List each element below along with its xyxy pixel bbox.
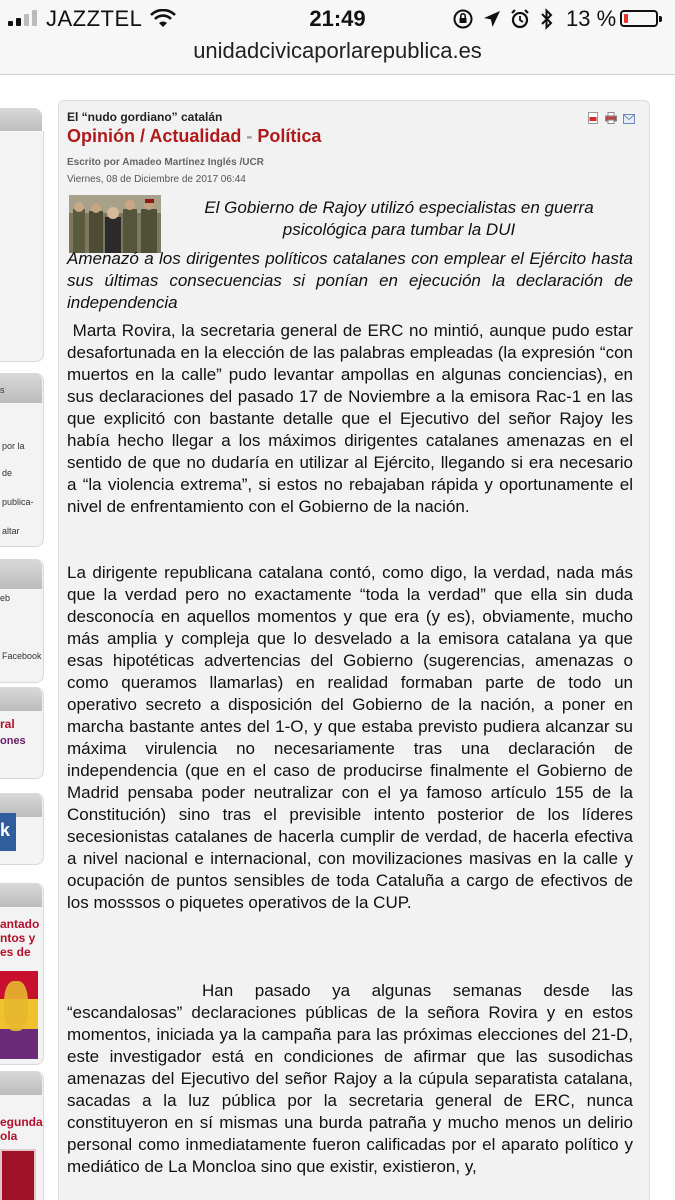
article-deck-title: El Gobierno de Rajoy utilizó especialistas en guerra psicológica para tumbar la DUI <box>204 198 594 239</box>
promo-image[interactable] <box>0 1149 36 1200</box>
promo-title[interactable]: egunda <box>0 1115 43 1129</box>
republican-flag-image[interactable] <box>0 971 38 1059</box>
promo-title[interactable]: ola <box>0 1129 18 1143</box>
heading-separator: - <box>246 126 253 146</box>
web-page <box>0 75 675 1200</box>
address-bar[interactable] <box>0 36 675 75</box>
sidebar-link[interactable]: Facebook <box>2 651 42 661</box>
location-arrow-icon <box>482 9 502 29</box>
sidebar-link[interactable]: de <box>2 468 13 478</box>
sidebar-link-purple[interactable]: ones <box>0 735 26 747</box>
article-paragraph: Han pasado ya algunas semanas desde las “escandalosas” declaraciones públicas de la señora Rovira y en estos momentos, iniciada ya la campaña para las próximas elecciones del 21-D, este investigador está en condiciones de afirmar que las susodichas amenazas del Ejecutivo del señor Rajoy a la cúpula separatista catalana, sacadas a la luz pública por la secretaria general de ERC, nunca constituyeron en sí mismas una burda patraña y mucho menos un delirio personal como inmediatamente fueron calificadas por el aparato político y mediático de La Moncloa sino que existir, existieron, y, <box>67 981 633 1176</box>
article-byline: Escrito por Amadeo Martínez Inglés /UCR <box>67 157 264 168</box>
sidebar-link[interactable]: eb <box>0 593 11 603</box>
article-date: Viernes, 08 de Diciembre de 2017 06:44 <box>67 174 246 185</box>
clock: 21:49 <box>309 6 366 31</box>
alarm-icon <box>509 8 531 30</box>
social-button-letter: k <box>0 820 11 840</box>
sidebar-header <box>0 373 42 403</box>
battery-percentage: 13 % <box>566 6 617 31</box>
email-icon[interactable] <box>623 114 635 124</box>
sidebar-header <box>0 108 42 132</box>
url-text[interactable]: unidadcivicaporlarepublica.es <box>193 38 482 63</box>
article-deck-subtitle: Amenazó a los dirigentes políticos catalanes con emplear el Ejército hasta sus últimas consecuencias si ponían en ejecución la declaración de independencia <box>67 249 633 312</box>
carrier-name: JAZZTEL <box>46 6 143 31</box>
promo-title[interactable]: antado <box>0 917 40 931</box>
sidebar-header <box>0 1071 42 1095</box>
article-kicker[interactable]: El “nudo gordiano” catalán <box>67 110 223 124</box>
sidebar-text: s <box>0 385 5 395</box>
promo-title[interactable]: ntos y <box>0 931 36 945</box>
article-paragraph: Marta Rovira, la secretaria general de ERC no mintió, aunque pudo estar desafortunada en la elección de las palabras empleadas (la expresión “con muertos en la calle” pudo levantar ampollas en algunas conciencias), en sus declaraciones del pasado 17 de Noviembre a la emisora Rac-1 en las que explicitó con bastante detalle que el Ejecutivo del señor Rajoy les había hecho llegar a los máximos dirigentes catalanes amenazas en el sentido de que no dudaría en utilizar al Ejército, llegando si era necesario a “la violencia extrema”, si estos no rebajaban rápida y oportunamente el nivel de enfrentamiento con el Gobierno de la nación. <box>67 321 638 516</box>
bluetooth-icon <box>540 8 554 30</box>
section-link[interactable]: Opinión / Actualidad <box>67 126 242 146</box>
sidebar-header <box>0 687 42 711</box>
sidebar-header <box>0 559 42 589</box>
rotation-lock-icon <box>452 8 474 30</box>
article-paragraph: La dirigente republicana catalana contó, como digo, la verdad, nada más que la verdad pero no exactamente “toda la verdad” que ella sin duda desconocía en aquellos momentos y que era (y es), obviamente, mucho más amplia y compleja que lo desvelado a la emisora catalana ya que esas hipotéticas advertencias del Gobierno (sugerencias, amenazas o como queramos llamarlas) en realidad formaban parte de todo un operativo secreto a disposición del Gobierno de la nación, a poner en marcha bastante antes del 1-O, y que estaba previsto pudiera alcanzar su máxima virulencia no necesariamente tras una declaración de independencia (que en el caso de producirse finalmente el Gobierno de Madrid pensaba poder neutralizar con el ya famoso artículo 155 de la Constitución) sino tras el previsible intento posterior de los líderes secesionistas catalanes de hacerla cumplir de verdad, de hacerla efectiva a nivel nacional e internacional, con movilizaciones masivas en la calle y ocupación de puntos sensibles de toda Cataluña a cargo de efectivos de los mosssos o piquetes operativos de la CUP. <box>67 563 633 912</box>
status-bar <box>0 0 675 36</box>
print-icon[interactable] <box>605 112 617 124</box>
promo-title[interactable]: es de <box>0 945 31 959</box>
article-photo <box>69 195 161 253</box>
category-link[interactable]: Política <box>257 126 322 146</box>
battery-icon <box>620 10 658 27</box>
sidebar-link[interactable]: publica- <box>2 497 34 507</box>
article <box>58 100 650 1200</box>
pdf-icon[interactable] <box>588 112 598 124</box>
sidebar-link-red[interactable]: ral <box>0 717 15 731</box>
battery-level <box>624 14 628 23</box>
sidebar-link[interactable]: altar <box>2 526 20 536</box>
sidebar-header <box>0 883 42 907</box>
article-heading <box>67 126 321 147</box>
sidebar-link[interactable]: por la <box>2 441 25 451</box>
sidebar-box <box>0 131 44 362</box>
